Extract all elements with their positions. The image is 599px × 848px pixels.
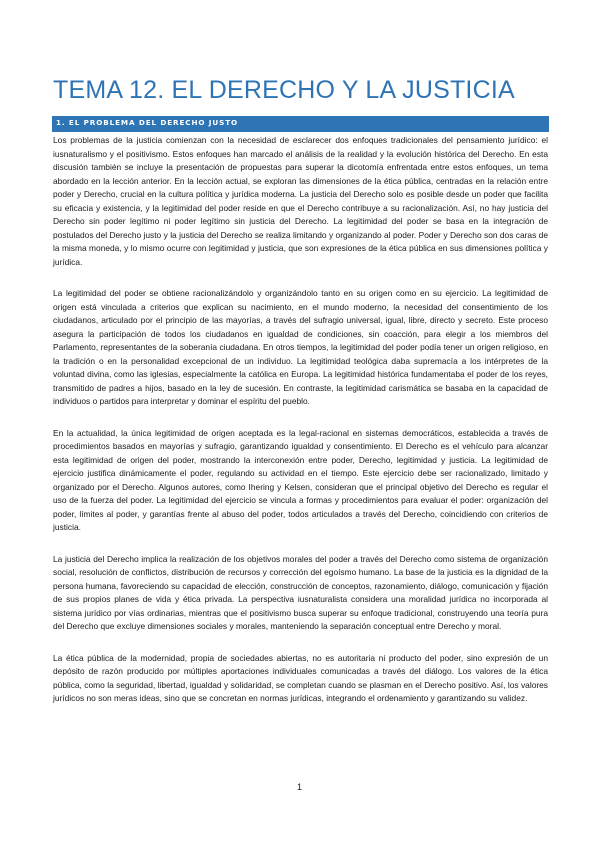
body-text	[53, 134, 548, 724]
page-number: 1	[296, 782, 302, 792]
section-heading-bar	[52, 116, 549, 132]
paragraph: La legitimidad del poder se obtiene racionalizándolo y organizándolo tanto en su origen como en su ejercicio. La legitimidad de origen está vinculada a criterios que explican su nacimiento, en el mundo moderno, la necesidad del consentimiento de los ciudadanos, articulado por el principio de las mayorías, a través del sufragio universal, igual, libre, directo y secreto. Este proceso asegura la participación de todos los ciudadanos en igualdad de condiciones, sin coacción, para elegir a los miembros del Parlamento, representantes de la soberanía ciudadana. En otros tiempos, la legitimidad del poder podía tener un origen religioso, en la tradición o en la personalidad excepcional de un individuo. La legitimidad teológica daba supremacía a los intérpretes de la voluntad divina, como las iglesias, especialmente la católica en Europa. La legitimidad histórica fundamentaba el poder de los reyes, transmitido de padres a hijos, basado en la ley de sucesión. En contraste, la legitimidad carismática se basaba en la capacidad de individuos o partidos para interpretar y dominar el espíritu del pueblo.	[53, 288, 548, 406]
paragraph: La ética pública de la modernidad, propia de sociedades abiertas, no es autoritaria ni producto del poder, sino expresión de un depósito de razón producido por múltiples aportaciones individuales comunicadas a través del diálogo. Los valores de la ética pública, como la seguridad, libertad, igualdad y solidaridad, se completan cuando se plasman en el Derecho positivo. Así, los valores jurídicos no son meras ideas, sino que se concretan en normas jurídicas, integrando el ordenamiento y garantizando su validez.	[53, 652, 548, 703]
paragraph: La justicia del Derecho implica la realización de los objetivos morales del poder a través del Derecho como sistema de organización social, resolución de conflictos, distribución de recursos y corrección del egoísmo humano. La base de la justicia es la dignidad de la persona humana, favoreciendo su capacidad de elección, construcción de conceptos, razonamiento, diálogo, comunicación y fijación de sus propios planes de vida y ética privada. La perspectiva iusnaturalista considera una moralidad jurídica no incorporada al sistema jurídico por vías ordinarias, mientras que el positivismo busca superar su enfoque tradicional, construyendo una teoría pura del Derecho que excluye dimensiones sociales y morales, manteniendo la separación conceptual entre Derecho y moral.	[53, 553, 548, 631]
paragraph: En la actualidad, la única legitimidad de origen aceptada es la legal-racional en sistemas democráticos, establecida a través de procedimientos basados en mayorías y sufragio, garantizando igualdad y consentimiento. El Derecho es el vehículo para alcanzar esta legitimidad de origen del poder, mostrando la interconexión entre poder, Derecho, legitimidad y justicia. La legitimidad de ejercicio justifica dinámicamente el poder, regulando su actividad en el tiempo. Este ejercicio debe ser racionalizado, limitado y organizado por el Derecho. Algunos autores, como Ihering y Kelsen, consideran que el principal objetivo del Derecho es regular el uso de la fuerza del poder. La legitimidad del ejercicio se vincula a formas y procedimientos para evaluar el poder: organización del poder, límites al poder, y garantías frente al abuso del poder, todos articulados a través del Derecho, coincidiendo con criterios de justicia.	[53, 427, 548, 532]
section-heading: 1. EL PROBLEMA DEL DERECHO JUSTO	[56, 118, 239, 127]
document-title: TEMA 12. EL DERECHO Y LA JUSTICIA	[53, 76, 515, 104]
paragraph: Los problemas de la justicia comienzan con la necesidad de esclarecer dos enfoques tradicionales del pensamiento jurídico: el iusnaturalismo y el positivismo. Estos enfoques han marcado el análisis de la realidad y la evolución histórica del Derecho. En esta discusión también se incluye la presentación de propuestas para superar la dicotomía enfrentada entre estos enfoques, un tema abordado en la lección anterior. En la lección actual, se exploran las dimensiones de la ética pública, centradas en la relación entre poder y Derecho, crucial en la cultura política y jurídica moderna. La justicia del Derecho solo es posible desde un poder que facilita su eficacia y existencia, y la legitimidad del poder reside en que el Derecho contribuye a su racionalización. Así, no hay justicia del Derecho sin poder legítimo ni poder legítimo sin justicia del Derecho. La legitimidad del poder se basa en la integración de postulados del Derecho justo y la justicia del Derecho se realiza limitando y organizando al poder. Poder y Derecho son dos caras de la misma moneda, y lo mismo ocurre con legitimidad y justicia, que son expresiones de la ética pública en sus dimensiones política y jurídica.	[53, 135, 548, 267]
